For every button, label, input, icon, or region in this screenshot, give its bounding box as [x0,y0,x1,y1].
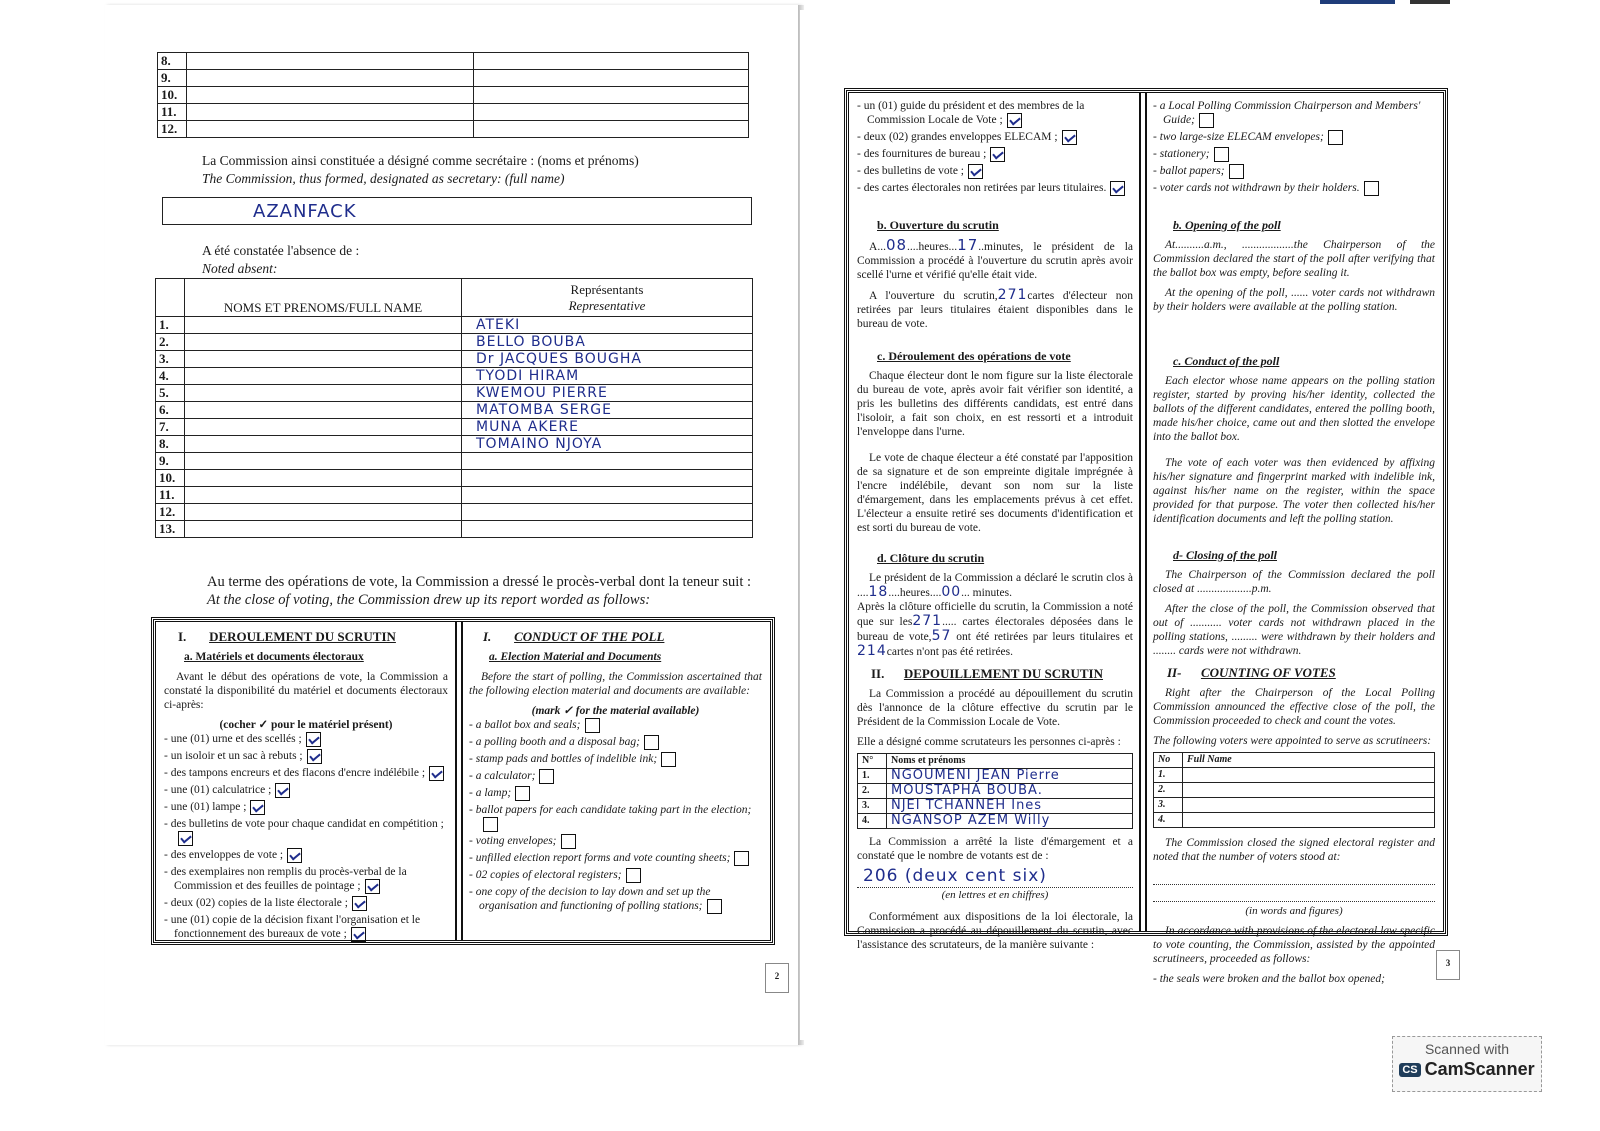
table-row [156,487,753,504]
table-row [156,351,753,368]
paragraph: Chaque électeur dont le nom figure sur la liste électorale du bureau de vote, après avoir fait vérifier son identité, a pris les bulletins des différents candidats, est entré dans l'isoloir, a fait son choix, en est ressorti et a introduit l'enveloppe dans l'urne. [857,370,1133,438]
section-1-frame [153,619,773,943]
paragraph: Each elector whose name appears on the polling station register, started by proving his/her identity, collected the ballots of the different candidates, entered the polling booth, made his/her choice, came out and then slotted the envelope into the ballot box. [1153,375,1435,443]
checkbox[interactable] [626,868,641,883]
scrutineer-name-cell[interactable] [1183,798,1435,813]
checklist-item-label: voter cards not withdrawn by their holders. [1159,182,1360,195]
paragraph: In accordance with provisions of the electoral law specific to vote counting, the Commission, assisted by the appointed scrutineers, proceeded as follows: [1153,925,1435,965]
cell[interactable] [474,70,749,87]
cell[interactable] [474,53,749,70]
voters-count-value: 206 (deux cent six) [863,866,1047,886]
subsection-b-title: b. Ouverture du scrutin [877,218,999,232]
material-checklist-fr-cont [857,99,1133,196]
checklist-item-label: ballot papers for each candidate taking part in the election; [475,804,752,816]
row-number: 2. [156,334,185,351]
material-checklist-en-cont [1153,99,1435,196]
paragraph: Right after the Chairperson of the Local Polling Commission announced the effective close of the poll, the Commission proceeded to check and count the votes. [1153,687,1435,727]
checkbox[interactable] [1328,130,1343,145]
table-row [156,385,753,402]
checkbox[interactable] [585,718,600,733]
text: minutes. [972,587,1012,599]
cell[interactable] [187,53,474,70]
checklist-item [469,735,762,750]
paragraph: The vote of each voter was then evidenced by affixing his/her signature and fingerprint marked with indelible ink, against his/her name on the register, within the space provided for that purpose. The voter then collected his/her identification documents and left the polling station. [1153,457,1435,525]
checklist-item-label: des bulletins de vote pour chaque candidat en compétition ; [170,818,444,830]
cell[interactable] [187,104,474,121]
checklist-item-label: a lamp; [475,787,512,800]
watermark-text: Scanned with [1424,1041,1510,1057]
row-number: 3. [156,351,185,368]
checklist-item [1153,181,1435,196]
checklist-item [164,913,448,942]
paragraph: The following voters were appointed to serve as scrutineers: [1153,735,1432,747]
section-title: CONDUCT OF THE POLL [514,629,665,644]
scan-artifact [1410,0,1450,4]
col-rep-fr: Représentants [570,281,644,297]
instruction: (cocher ✓ pour le matériel présent) [219,719,393,731]
row-number: 7. [156,419,185,436]
representative-cell[interactable]: MATOMBA SERGE [462,402,753,419]
voters-count-field[interactable] [1153,887,1435,902]
paragraph: The Commission closed the signed electoral register and noted that the number of voters stood at: [1153,837,1435,863]
checkbox-checked[interactable] [250,800,265,815]
section-title: DEROULEMENT DU SCRUTIN [209,629,396,644]
absent-name-cell[interactable] [185,334,462,351]
paragraph: Elle a désigné comme scrutateurs les personnes ci-après : [857,736,1121,748]
absent-name-cell[interactable] [185,317,462,334]
voters-count-field[interactable] [1153,870,1435,885]
table-row [156,334,753,351]
section-number: I. [178,629,187,644]
checkbox-checked[interactable] [429,766,444,781]
hint: (in words and figures) [1245,905,1343,917]
checklist-item [164,848,448,863]
row-number: 4. [1154,813,1183,828]
col-number: No [1154,753,1183,768]
scrutineers-table-fr [857,753,1133,829]
checklist-item [857,99,1133,128]
scrutineer-name-cell[interactable]: MOUSTAPHA BOUBA. [887,784,1133,799]
absent-name-cell[interactable] [185,402,462,419]
checklist-item [164,800,448,815]
scrutineer-name-cell[interactable]: NJEI TCHANNEH Ines [887,799,1133,814]
table-row [158,70,749,87]
checklist-item-label: deux (02) grandes enveloppes ELECAM ; [863,131,1058,144]
checklist-item [164,732,448,747]
row-number: 8. [156,436,185,453]
absent-name-cell[interactable] [185,351,462,368]
checkbox-checked[interactable] [968,164,983,179]
table-row [1154,783,1435,798]
checkbox-checked[interactable] [1062,130,1077,145]
checklist-item-label: one copy of the decision to lay down and set up the organisation and functioning of polling stations; [475,886,711,913]
row-number: 10. [158,87,187,104]
text: heures [899,587,930,599]
hint: (en lettres et en chiffres) [941,889,1049,901]
checklist-item [164,865,448,894]
subsection-c-title: c. Déroulement des opérations de vote [877,349,1071,363]
cards-withdrawn-value[interactable]: 57 [931,628,952,644]
column-fr [849,93,1141,951]
paragraph: Conformément aux dispositions de la loi électorale, la Commission a procédé au dépouillement du scrutin, avec l'assistance des scrutateurs, de la manière suivante : [857,911,1133,951]
camscanner-logo-icon: CS [1399,1063,1420,1077]
row-number: 4. [156,368,185,385]
text: cartes n'ont pas été retirées. [886,646,1014,658]
representative-cell[interactable]: MUNA AKERE [462,419,753,436]
watermark-brand: CamScanner [1424,1059,1535,1079]
instruction: (mark ✓ for the material available) [531,705,700,717]
checklist-item [857,181,1133,196]
checklist-item-label: a ballot box and seals; [475,719,581,732]
paragraph: La Commission a procédé au dépouillement du scrutin dès l'annonce de la clôture effective du scrutin par le Président de la Commission Locale de Vote. [857,688,1133,728]
cell[interactable] [474,121,749,138]
absent-name-cell[interactable] [185,419,462,436]
paragraph: Le vote de chaque électeur a été constaté par l'apposition de sa signature et de son empreinte digitale imprégnée à l'encre indélébile, devant son nom sur la liste d'émargement, dans les emplacements prévus à cet effet. L'électeur a ensuite retiré ses documents d'identification et est sorti du bureau de vote. [857,452,1133,534]
table-row [156,402,753,419]
representative-cell[interactable] [462,453,753,470]
scrutineer-name-cell[interactable] [1183,783,1435,798]
checklist-item [469,834,762,849]
paragraph: La Commission a arrêté la liste d'émargement et a constaté que le nombre de votants est de : [857,836,1133,862]
row-number: 11. [156,487,185,504]
checklist-item-label: unfilled election report forms and vote counting sheets; [475,852,731,865]
checkbox-checked[interactable] [351,927,366,942]
row-number: 6. [156,402,185,419]
table-row [858,769,1133,784]
col-name: Full Name [1183,753,1435,768]
col-name: Noms et prénoms [887,754,1133,769]
text: cartes électorales déposées dans le bureau de vote, [857,616,1134,643]
members-table-continued [157,52,749,138]
checkbox[interactable] [1199,113,1214,128]
paragraph: At..........a.m., ..................the Chairperson of the Commission declared the start of the poll after verifying that the ballot box was empty, before sealing it. [1153,239,1435,279]
checklist-item [469,718,762,733]
checklist-item-label: voting envelopes; [475,835,557,848]
checklist-item-label: stamp pads and bottles of indelible ink; [475,753,658,766]
absent-name-cell[interactable] [185,470,462,487]
table-row [1154,813,1435,828]
checkbox-checked[interactable] [178,831,193,846]
absent-table [155,278,753,538]
checkbox-checked[interactable] [990,147,1005,162]
report-intro-en: At the close of voting, the Commission drew up its report worded as follows: [207,592,651,608]
row-number: 5. [156,385,185,402]
table-row [156,504,753,521]
checklist-item [164,783,448,798]
representative-cell[interactable]: ATEKI [462,317,753,334]
absent-label-fr: A été constatée l'absence de : [202,243,360,258]
checkbox-checked[interactable] [1007,113,1022,128]
page-3 [800,10,1510,1040]
checklist-item [164,749,448,764]
col-representative [462,279,753,317]
table-row [858,799,1133,814]
text: ont été retirées par leurs titulaires et [956,631,1133,643]
absent-name-cell[interactable] [185,504,462,521]
checkbox[interactable] [707,899,722,914]
table-row [156,453,753,470]
opening-cards-value[interactable]: 271 [997,287,1028,303]
absent-label-en: Noted absent: [202,261,278,276]
table-row [156,419,753,436]
cards-deposited-value[interactable]: 271 [912,613,943,629]
checklist-item-label: stationery; [1159,148,1210,161]
row-number: 4. [858,814,887,829]
column-en [1145,93,1443,985]
checklist-item [1153,164,1435,179]
table-row [156,317,753,334]
checkbox[interactable] [661,752,676,767]
checkbox-checked[interactable] [307,749,322,764]
checklist-item [469,752,762,767]
checklist-item-label: un isoloir et un sac à rebuts ; [170,750,303,763]
checklist-item [469,851,762,866]
representative-cell[interactable]: KWEMOU PIERRE [462,385,753,402]
text: minutes, le président de la Commission a procédé à l'ouverture du scrutin après avoir scellé l'urne et vérifié qu'elle était vide. [857,241,1133,281]
closing-hours-value[interactable]: 18 [868,584,889,600]
representative-cell[interactable]: TYODI HIRAM [462,368,753,385]
absent-name-cell[interactable] [185,436,462,453]
opening-time-paragraph: A...08....heures...17..minutes, le président de la Commission a procédé à l'ouverture du scrutin après avoir scellé l'urne et vérifié qu'elle était vide. [857,236,1133,281]
checklist-item [469,786,762,801]
section-intro: Before the start of polling, the Commission ascertained that the following election material and documents are available: [469,671,762,697]
table-row [158,87,749,104]
checklist-item [469,769,762,784]
section-number: II. [871,666,885,681]
table-row [156,436,753,453]
checklist-item [469,868,762,883]
subsection-d-title: d. Clôture du scrutin [877,551,985,565]
list-item: - the seals were broken and the ballot box opened; [1153,972,1435,986]
checklist-item [164,766,448,781]
secretary-name: AZANFACK [253,201,357,222]
checkbox[interactable] [515,786,530,801]
page-2 [105,5,800,1045]
row-number: 8. [158,53,187,70]
material-checklist-en [469,718,762,914]
scrutineers-table-en [1153,752,1435,828]
material-checklist-fr [164,732,448,942]
checkbox[interactable] [1229,164,1244,179]
row-number: 10. [156,470,185,487]
row-number: 1. [1154,768,1183,783]
absent-name-cell[interactable] [185,453,462,470]
scrutineer-name-cell[interactable] [1183,768,1435,783]
secretary-field[interactable] [162,197,752,225]
table-row [158,104,749,121]
section-title: DEPOUILLEMENT DU SCRUTIN [903,666,1104,681]
checkbox-checked[interactable] [1110,181,1125,196]
table-row [858,814,1133,829]
checkbox[interactable] [561,834,576,849]
text: heures [918,241,949,253]
checkbox[interactable] [1214,147,1229,162]
subsection-c-title: c. Conduct of the poll [1173,354,1280,368]
checkbox[interactable] [644,735,659,750]
section-1-fr [156,622,456,940]
opening-minutes-value[interactable]: 17 [957,236,979,254]
checklist-item-label: des bulletins de vote ; [863,165,965,178]
table-row [1154,798,1435,813]
opening-cards-paragraph [857,288,1133,331]
representative-cell[interactable] [462,470,753,487]
row-number: 12. [158,121,187,138]
checklist-item-label: un (01) guide du président et des membres de la Commission Locale de Vote ; [863,100,1085,127]
text: cartes d'électeur non retirées par leurs titulaires étaient disponibles dans le bureau de vote. [857,290,1133,330]
checklist-item-label: une (01) copie de la décision fixant l'organisation et le fonctionnement des bureaux de vote ; [170,914,421,941]
page-3-frame [846,90,1446,985]
cell[interactable] [187,87,474,104]
cards-not-withdrawn-value[interactable]: 214 [857,643,887,659]
checklist-item [1153,147,1435,162]
checkbox[interactable] [539,769,554,784]
section-number: II- [1167,665,1182,680]
checklist-item-label: two large-size ELECAM envelopes; [1159,131,1324,144]
section-1-en [461,622,770,940]
checklist-item [469,885,762,914]
secretary-label-en: The Commission, thus formed, designated as secretary: (full name) [202,171,565,186]
absent-name-cell[interactable] [185,385,462,402]
subsection-a-title: a. Election Material and Documents [489,651,662,663]
scrutineer-name-cell[interactable] [1183,813,1435,828]
checklist-item-label: 02 copies of electoral registers; [475,869,622,882]
checklist-item-label: a polling booth and a disposal bag; [475,736,640,749]
row-number: 9. [158,70,187,87]
checklist-item-label: une (01) urne et des scellés ; [170,733,302,746]
table-row [1154,768,1435,783]
checklist-item-label: des cartes électorales non retirées par leurs titulaires. [863,182,1107,195]
absent-name-cell[interactable] [185,487,462,504]
representative-cell[interactable]: Dr JACQUES BOUGHA [462,351,753,368]
checklist-item [857,164,1133,179]
text: A l'ouverture du scrutin, [869,290,998,302]
checklist-item-label: une (01) calculatrice ; [170,784,272,797]
absent-name-cell[interactable] [185,368,462,385]
checklist-item-label: des fournitures de bureau ; [863,148,987,161]
paragraph: At the opening of the poll, ...... voter cards not withdrawn by their holders were available at the polling station. [1153,287,1435,313]
voters-count-field[interactable] [857,866,1133,888]
checklist-item [164,817,448,846]
table-row [156,368,753,385]
row-number: 12. [156,504,185,521]
text: A [869,241,878,253]
checklist-item-label: une (01) lampe ; [170,801,247,814]
checklist-item [857,130,1133,145]
checklist-item-label: ballot papers; [1159,165,1225,178]
row-number: 2. [858,784,887,799]
representative-cell[interactable] [462,487,753,504]
checklist-item-label: des enveloppes de vote ; [170,849,284,862]
page-number: 2 [765,963,789,993]
section-title: COUNTING OF VOTES [1200,665,1336,680]
scrutineer-name-cell[interactable]: NGANSOP AZEM Willy [887,814,1133,829]
checkbox-checked[interactable] [287,848,302,863]
table-row [158,53,749,70]
checklist-item-label: des exemplaires non remplis du procès-verbal de la Commission et des feuilles de pointage ; [170,866,407,893]
checkbox-checked[interactable] [306,732,321,747]
table-row [158,121,749,138]
checklist-item-label: a calculator; [475,770,536,783]
row-number: 2. [1154,783,1183,798]
checklist-item [1153,99,1435,128]
cell[interactable] [187,70,474,87]
checkbox-checked[interactable] [275,783,290,798]
scrutineer-name-cell[interactable]: NGOUMENI JEAN Pierre [887,769,1133,784]
table-row [858,784,1133,799]
checklist-item-label: deux (02) copies de la liste électorale ; [170,897,348,910]
row-number: 13. [156,521,185,538]
page-number: 3 [1436,950,1460,980]
representative-cell[interactable] [462,504,753,521]
scan-artifact [1320,0,1395,4]
checklist-item [857,147,1133,162]
row-number: 11. [158,104,187,121]
checkbox[interactable] [483,817,498,832]
paragraph: The Chairperson of the Commission declared the poll closed at ...................p.m. [1153,569,1435,595]
representative-cell[interactable]: TOMAINO NJOYA [462,436,753,453]
table-row [156,470,753,487]
checkbox[interactable] [734,851,749,866]
subsection-a-title: a. Matériels et documents électoraux [184,651,364,663]
row-number: 1. [858,769,887,784]
row-number: 1. [156,317,185,334]
text: Après la clôture officielle du scrutin, la Commission a noté que sur les [857,601,1133,628]
checkbox-checked[interactable] [352,896,367,911]
closing-minutes-value[interactable]: 00 [941,584,962,600]
row-number: 3. [1154,798,1183,813]
checklist-item [1153,130,1435,145]
checklist-item-label: a Local Polling Commission Chairperson and Members' Guide; [1159,100,1421,127]
representative-cell[interactable]: BELLO BOUBA [462,334,753,351]
text: Le président de la Commission a déclaré le scrutin clos à [869,572,1133,584]
section-number: I. [483,629,492,644]
checklist-item [164,896,448,911]
secretary-label-fr: La Commission ainsi constituée a désigné comme secrétaire : (noms et prénoms) [202,153,639,168]
row-number: 3. [858,799,887,814]
closing-time-paragraph: Le président de la Commission a déclaré le scrutin clos à ....18....heures....00... minutes. Après la clôture officielle du scrutin, la Commission a noté que sur les271..... cartes électorales déposées dans le bureau de vote,57 ont été retirées par leurs titulaires et 214cartes n'ont pas été retirées. [857,572,1134,659]
absent-name-cell[interactable] [185,521,462,538]
subsection-b-title: b. Opening of the poll [1173,218,1281,232]
checklist-item-label: des tampons encreurs et des flacons d'encre indélébile ; [170,767,426,780]
opening-hours-value[interactable]: 08 [885,236,908,254]
camscanner-watermark [1392,1036,1542,1092]
cell[interactable] [474,104,749,121]
representative-cell[interactable] [462,521,753,538]
row-number: 9. [156,453,185,470]
subsection-d-title: d- Closing of the poll [1173,548,1278,562]
report-intro-fr: Au terme des opérations de vote, la Commission a dressé le procès-verbal dont la teneur suit : [207,574,752,590]
table-row [156,521,753,538]
paragraph: After the close of the poll, the Commission observed that out of ........... voter cards not withdrawn placed in the polling stations, ......... were withdrawn by their holders and ........ cards were not withdrawn. [1153,603,1435,657]
cell[interactable] [187,121,474,138]
checkbox-checked[interactable] [365,879,380,894]
checkbox[interactable] [1364,181,1379,196]
section-intro: Avant le début des opérations de vote, la Commission a constaté la disponibilité du matériel et documents électoraux ci-après: [164,671,448,711]
col-full-name: NOMS ET PRENOMS/FULL NAME [185,279,462,317]
col-number: N° [858,754,887,769]
checklist-item [469,803,762,832]
col-rep-en: Representative [568,297,646,313]
cell[interactable] [474,87,749,104]
